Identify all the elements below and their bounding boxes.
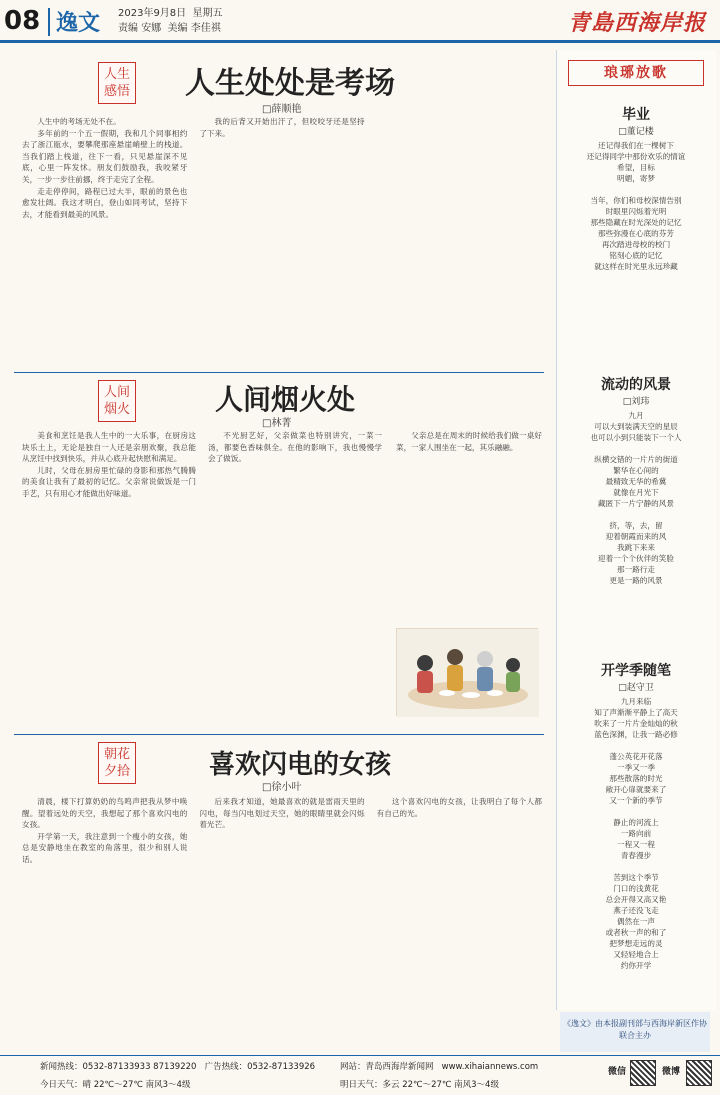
poem-line — [562, 509, 710, 520]
editor-name: 安娜 — [141, 23, 162, 34]
poem-line: 那些隐藏在时光深处的记忆 — [590, 218, 682, 227]
poem-line: 约你开学 — [620, 961, 652, 970]
divider — [14, 734, 544, 735]
poem-line — [562, 861, 710, 872]
poem-line: 再次踏进母校的校门 — [601, 240, 671, 249]
poem-line: 藏匿下一片宁静的风景 — [598, 499, 674, 508]
poem-line: 迎着一个个伙伴的笑脸 — [598, 554, 674, 563]
poem-1-author: □董记楼 — [618, 127, 654, 137]
poem-line: 那些散落的时光 — [609, 774, 663, 783]
poem-line: 更是一路的风景 — [609, 576, 663, 585]
footer-weather-today — [40, 1078, 190, 1090]
paragraph: 父亲总是在周末的时候给我们做一桌好菜，一家人围坐在一起，其乐融融。 — [396, 431, 542, 452]
poem-line: 繁华在心间的 — [613, 466, 659, 475]
article-1-col-1 — [22, 116, 187, 366]
article-3-title: 喜欢闪电的女孩 — [208, 750, 391, 780]
article-3-stamp: 朝花夕拾 — [98, 742, 136, 784]
footer-rule — [0, 1055, 720, 1056]
poem-line: 也可以小到只能装下一个人 — [590, 433, 682, 442]
article-2-title: 人间烟火处 — [214, 383, 355, 416]
article-2-col-2 — [208, 430, 382, 730]
divider — [14, 372, 544, 373]
poem-line: 九月来临 — [620, 697, 652, 706]
ad-number: 0532-87133926 — [247, 1062, 316, 1072]
poem-line: 那一路行走 — [617, 565, 655, 574]
poem-line: 就像在月光下 — [613, 488, 659, 497]
newspaper-logo: 青島西海岸报 — [567, 10, 706, 36]
poem-line: 挤，等，去，留 — [609, 521, 663, 530]
tomorrow-weather-label: 明日天气： — [340, 1080, 383, 1090]
poem-line: 又一个新的季节 — [609, 796, 663, 805]
issue-date: 2023年9月8日 — [118, 8, 187, 19]
paragraph: 走走停停间，路程已过大半，眼前的景色也愈发壮阔。我这才明白，登山如同考试，坚持下去，才能看到最美的风景。 — [22, 186, 188, 219]
poem-line: 一路向前 — [620, 829, 652, 838]
article-1-title: 人生处处是考场 — [185, 66, 395, 101]
article-1-stamp: 人生感悟 — [98, 62, 136, 104]
poem-line: 可以大到装满天空的星辰 — [594, 422, 678, 431]
article-1-author: □薛顺艳 — [262, 104, 302, 115]
weibo-qr-icon[interactable] — [686, 1060, 712, 1086]
poem-line — [562, 443, 710, 454]
paragraph: 美食和烹饪是我人生中的一大乐事，在厨房这块乐土上，无论是独自一人还是亲朋欢聚，我总能从烹饪中找到快乐，并从心底升起快慰和满足。 — [22, 431, 196, 464]
tomorrow-weather: 多云 22℃～27℃ 南风3～4级 — [382, 1080, 499, 1090]
site-name: 青岛西海岸新闻网 — [365, 1062, 434, 1072]
poem-line: 那些弥漫在心底的芬芳 — [598, 229, 674, 238]
wechat-label: 微信 — [608, 1067, 627, 1077]
site-url[interactable]: www.xihaiannews.com — [441, 1062, 539, 1072]
poem-3-lines — [562, 696, 710, 971]
poem-line: 明媚，寄梦 — [617, 174, 655, 183]
poem-line: 静止的河流上 — [613, 818, 659, 827]
paragraph: 不光厨艺好，父亲做菜也特别讲究，一菜一汤，都要色香味俱全。在他的影响下，我也慢慢学会了做饭。 — [208, 431, 382, 464]
poem-line: 吹来了一片片金灿灿的秋 — [594, 719, 678, 728]
poem-3-title: 开学季随笔 — [601, 663, 671, 679]
poem-1-title: 毕业 — [622, 107, 650, 123]
footer-hotlines — [40, 1060, 315, 1072]
editor-label: 责编 — [118, 23, 138, 34]
family-dinner-illustration — [396, 628, 538, 716]
poem-line — [562, 740, 710, 751]
poem-line — [562, 806, 710, 817]
poem-line: 纵横交错的一片片的街道 — [594, 455, 678, 464]
section-title: 逸文 — [56, 11, 101, 36]
poem-line — [562, 184, 710, 195]
site-label: 网站： — [340, 1062, 366, 1072]
today-weather-label: 今日天气： — [40, 1080, 83, 1090]
family-dinner-icon — [397, 629, 539, 717]
article-1-col-3 — [377, 116, 542, 366]
header-meta — [118, 6, 223, 36]
poem-line: 我跳下来来 — [617, 543, 655, 552]
wechat-qr-icon[interactable] — [630, 1060, 656, 1086]
article-2-author: □林菁 — [262, 418, 292, 429]
designer-label: 美编 — [167, 23, 188, 34]
hotline-number: 0532-87133933 87139220 — [82, 1062, 197, 1072]
poem-line: 知了声渐渐平静上了高天 — [594, 708, 678, 717]
paragraph: 儿时，父母在厨房里忙碌的身影和那热气腾腾的美食让我有了最初的记忆。父亲常说做饭是一门手艺，只有用心才能做出好味道。 — [22, 465, 196, 498]
sidebar-footnote: 《逸文》由本报副刊部与西海岸新区作协联合主办 — [560, 1012, 710, 1052]
article-3-col-3 — [377, 796, 542, 1046]
ad-label: 广告热线： — [204, 1062, 248, 1072]
footer-weather-tomorrow — [340, 1078, 499, 1090]
poem-line: 一季又一季 — [617, 763, 655, 772]
poem-line: 时眼里闪烁着光明 — [605, 207, 667, 216]
article-2-body-left — [22, 430, 382, 730]
poem-line: 还记得我们在一棵树下 — [598, 141, 674, 150]
poem-line: 当年，你们和母校深情告别 — [590, 196, 682, 205]
article-3-author: □徐小叶 — [262, 782, 302, 793]
poem-1-lines — [562, 140, 710, 272]
article-2-col-3 — [396, 430, 542, 620]
paragraph: 多年前的一个五一假期，我和几个同事相约去了浙江瓯水，要攀爬那座悬崖峭壁上的栈道。当我们踏上栈道，往下一看，只见悬崖深不见底，心里一阵发怵。朋友们鼓励我，我咬紧牙关，一步一步往前挪，终于走完了全程。 — [22, 128, 188, 184]
issue-weekday: 星期五 — [192, 8, 223, 19]
article-2-stamp: 人间烟火 — [98, 380, 136, 422]
poem-line: 或者秋一声的和了 — [605, 928, 667, 937]
poem-2-title: 流动的风景 — [601, 377, 671, 393]
poem-line: 最精致无华的希冀 — [605, 477, 667, 486]
sidebar-heading: 琅琊放歌 — [568, 60, 704, 86]
poem-line: 蓝色深渊，让我一路必修 — [594, 730, 678, 739]
paragraph: 这个喜欢闪电的女孩，让我明白了每个人都有自己的光。 — [376, 797, 542, 818]
poem-line: 总会开得又高又艳 — [605, 895, 667, 904]
hotline-label: 新闻热线： — [40, 1062, 83, 1072]
poem-2-author: □刘玮 — [622, 397, 650, 407]
poem-line: 燕子还没飞走 — [613, 906, 659, 915]
paragraph: 人生中的考场无处不在。 — [37, 117, 121, 126]
poem-line: 铭刻心底的记忆 — [609, 251, 663, 260]
poem-3-author: □赵守卫 — [618, 683, 654, 693]
article-2-col-1 — [22, 430, 196, 730]
poem-line: 就这样在时光里永远珍藏 — [594, 262, 678, 271]
header-rule — [0, 40, 720, 43]
poem-line: 蓬公英花开花落 — [609, 752, 663, 761]
poem-line: 青春漫步 — [620, 851, 652, 860]
poem-line: 又轻轻地合上 — [613, 950, 659, 959]
poem-line: 苦到这个季节 — [613, 873, 659, 882]
designer-name: 李佳祺 — [190, 23, 221, 34]
paragraph: 后来我才知道，她最喜欢的就是雷雨天里的闪电，每当闪电划过天空，她的眼睛里就会闪烁着光芒。 — [199, 797, 365, 830]
poem-line: 九月 — [628, 411, 644, 420]
article-1-col-2 — [199, 116, 364, 366]
poem-line: 敞开心扉就要来了 — [605, 785, 667, 794]
header-separator — [48, 8, 50, 36]
poem-line: 门口的浅黄花 — [613, 884, 659, 893]
paragraph: 我的后背又开始出汗了，但咬咬牙还是坚持了下来。 — [199, 117, 365, 138]
article-3-col-2 — [199, 796, 364, 1046]
poem-line: 一程又一程 — [617, 840, 655, 849]
today-weather: 晴 22℃～27℃ 南风3～4级 — [82, 1080, 191, 1090]
article-1-body — [22, 116, 542, 366]
footer-site — [340, 1060, 538, 1072]
weibo-label: 微博 — [662, 1067, 681, 1077]
poem-line: 偶然在一声 — [617, 917, 655, 926]
paragraph: 开学第一天，我注意到一个瘦小的女孩，她总是安静地坐在教室的角落里，很少和别人说话。 — [22, 831, 188, 864]
poem-line: 还记得同学中那份欢乐的情谊 — [586, 152, 686, 161]
poem-line: 把梦想走远的灵 — [609, 939, 663, 948]
paragraph: 清晨，楼下打算奶奶的鸟鸣声把我从梦中唤醒。望着远处的天空，我想起了那个喜欢闪电的女孩。 — [22, 797, 188, 830]
article-3-body — [22, 796, 542, 1046]
article-2-body-right — [396, 430, 542, 620]
article-3-col-1 — [22, 796, 187, 1046]
poem-line: 迎着朝霞而来的风 — [605, 532, 667, 541]
page-number: 08 — [4, 6, 41, 36]
poem-2-lines — [562, 410, 710, 586]
poem-line: 希望，目标 — [617, 163, 655, 172]
